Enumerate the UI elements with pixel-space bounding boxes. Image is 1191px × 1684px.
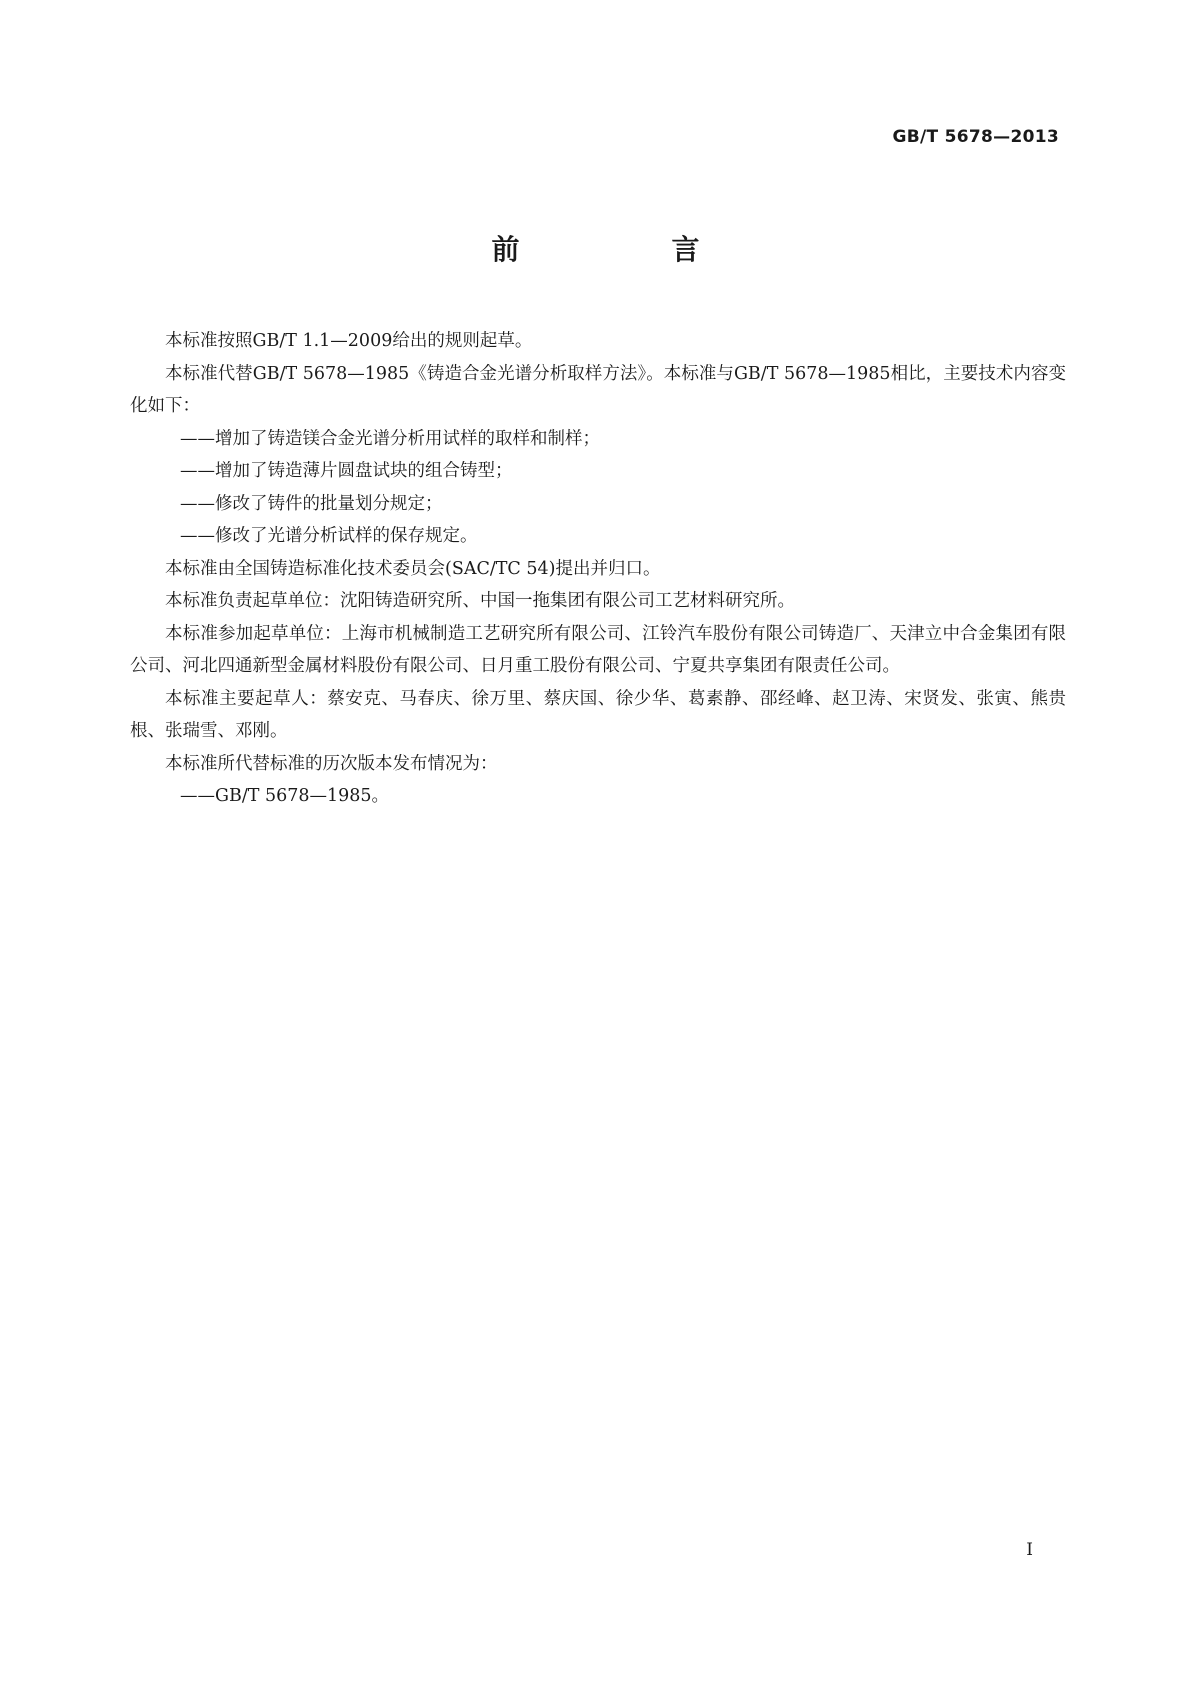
paragraph-proposer: 本标准由全国铸造标准化技术委员会(SAC/TC 54)提出并归口。 [165, 558, 661, 579]
change-item: ——修改了铸件的批量划分规定； [180, 493, 443, 514]
paragraph-previous-editions: 本标准所代替标准的历次版本发布情况为： [165, 753, 498, 774]
paragraph-replaces-standard: 本标准代替GB/T 5678—1985《铸造合金光谱分析取样方法》。本标准与GB/T 5678—1985相比，主要技术内容变化如下： [130, 363, 1066, 416]
change-item: ——增加了铸造镁合金光谱分析用试样的取样和制样； [180, 428, 600, 449]
page-title: 前 言 [491, 233, 762, 266]
foreword-body [130, 325, 1066, 813]
page-number: I [1026, 1540, 1033, 1560]
paragraph-drafting-rules: 本标准按照GB/T 1.1—2009给出的规则起草。 [165, 331, 533, 351]
paragraph-drafters: 本标准主要起草人：蔡安克、马春庆、徐万里、蔡庆国、徐少华、葛素静、邵经峰、赵卫涛、宋贤发、张寅、熊贵根、张瑞雪、邓刚。 [130, 688, 1066, 741]
standard-number: GB/T 5678—2013 [892, 127, 1059, 147]
previous-edition-item: ——GB/T 5678—1985。 [180, 786, 390, 806]
paragraph-responsible-units: 本标准负责起草单位：沈阳铸造研究所、中国一拖集团有限公司工艺材料研究所。 [165, 591, 795, 611]
change-item: ——修改了光谱分析试样的保存规定。 [180, 526, 478, 546]
change-item: ——增加了铸造薄片圆盘试块的组合铸型； [180, 461, 513, 481]
paragraph-participating-units: 本标准参加起草单位：上海市机械制造工艺研究所有限公司、江铃汽车股份有限公司铸造厂、天津立中合金集团有限公司、河北四通新型金属材料股份有限公司、日月重工股份有限公司、宁夏共享集团有限责任公司。 [130, 623, 1066, 676]
